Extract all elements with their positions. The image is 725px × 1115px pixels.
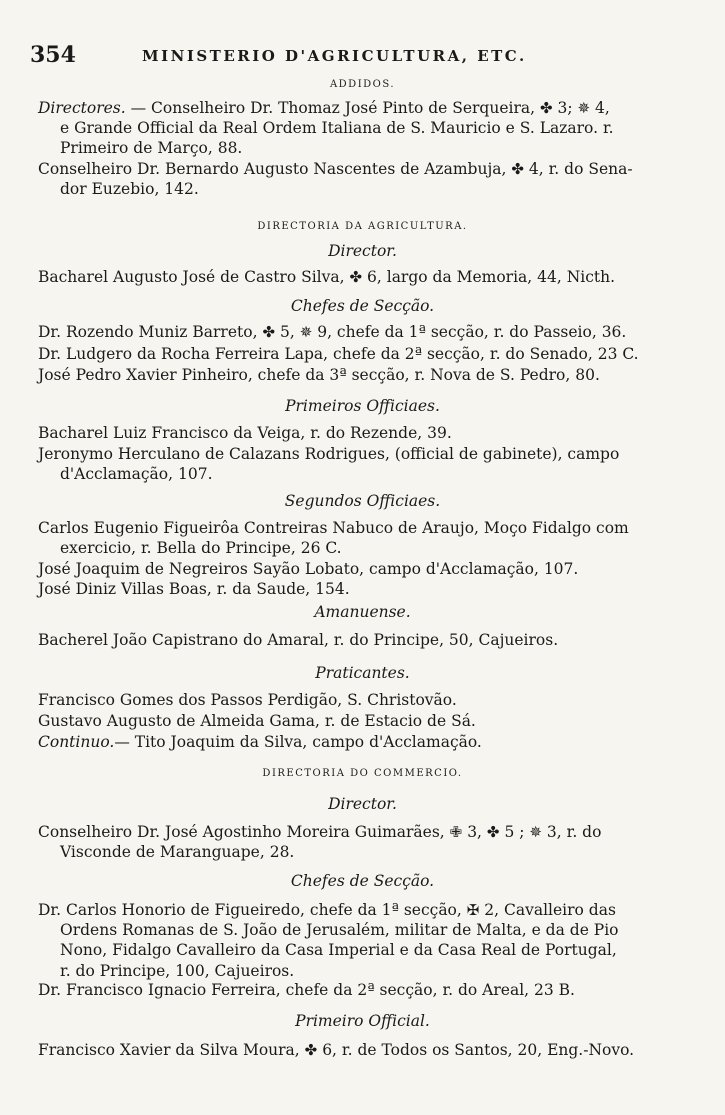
entry-veiga: Bacharel Luiz Francisco da Veiga, r. do Rezende, 39. — [38, 424, 452, 442]
entry-amaral: Bacherel João Capistrano do Amaral, r. do Principe, 50, Cajueiros. — [38, 631, 559, 649]
subhead-praticantes: Praticantes. — [315, 664, 410, 682]
entry-pinheiro: José Pedro Xavier Pinheiro, chefe da 3ª secção, r. Nova de S. Pedro, 80. — [38, 366, 600, 384]
entry-silva-moura: Francisco Xavier da Silva Moura, ✤ 6, r. de Todos os Santos, 20, Eng.-Novo. — [38, 1041, 635, 1059]
entry-ferreira-lapa: Dr. Ludgero da Rocha Ferreira Lapa, chefe da 2ª secção, r. do Senado, 23 C. — [38, 345, 639, 363]
subhead-director-commercio: Director. — [328, 795, 397, 813]
order-star-icon: ✵ — [577, 99, 591, 117]
subhead-director: Director. — [328, 242, 397, 260]
page-number: 354 — [30, 42, 76, 68]
entry-gama: Gustavo Augusto de Almeida Gama, r. de Estacio de Sá. — [38, 712, 476, 730]
entry-ignacio-ferreira: Dr. Francisco Ignacio Ferreira, chefe da 2ª secção, r. do Areal, 23 B. — [38, 981, 575, 999]
order-rose-icon: ✤ — [349, 268, 363, 286]
entry-calazans: Jeronymo Herculano de Calazans Rodrigues, (official de gabinete), campo d'Acclamação, 107. — [38, 445, 620, 484]
entry-figueiredo: Dr. Carlos Honorio de Figueiredo, chefe da 1ª secção, ✠ 2, Cavalleiro das Ordens Romanas de S. João de Jerusalém, militar de Malta, e da de Pio Nono, Fidalgo Cavalleiro da Casa Imperial e da Casa Real de Portugal, r. do Principe, 100, Cajueiros. — [38, 901, 619, 980]
entry-lead-label: Directores. — [38, 99, 126, 117]
section-heading-agricultura: DIRECTORIA DA AGRICULTURA. — [257, 221, 468, 232]
page-title: MINISTERIO D'AGRICULTURA, ETC. — [142, 47, 527, 65]
section-heading-commercio: DIRECTORIA DO COMMERCIO. — [262, 768, 463, 779]
subhead-amanuense: Amanuense. — [314, 603, 411, 621]
order-star-icon: ✵ — [529, 823, 542, 841]
entry-continuo: Continuo.— Tito Joaquim da Silva, campo d'Acclamação. — [38, 733, 482, 751]
subhead-chefes: Chefes de Secção. — [290, 297, 435, 315]
entry-guimaraes: Conselheiro Dr. José Agostinho Moreira Guimarães, ✙ 3, ✤ 5 ; ✵ 3, r. do Visconde de Maranguape, 28. — [38, 823, 602, 862]
entry-lead-label: Continuo. — [38, 733, 115, 751]
order-rose-icon: ✤ — [539, 99, 553, 117]
order-star-icon: ✵ — [299, 323, 313, 341]
entry-castro-silva: Bacharel Augusto José de Castro Silva, ✤ 6, largo da Memoria, 44, Nicth. — [38, 268, 616, 286]
order-maltese-icon: ✠ — [466, 901, 480, 919]
subhead-segundos: Segundos Officiaes. — [284, 492, 441, 510]
order-cross-icon: ✙ — [449, 823, 463, 841]
section-heading-addidos: ADDIDOS. — [329, 79, 396, 90]
entry-barreto: Dr. Rozendo Muniz Barreto, ✤ 5, ✵ 9, chefe da 1ª secção, r. do Passeio, 36. — [38, 323, 627, 341]
subhead-primeiros: Primeiros Officiaes. — [285, 397, 440, 415]
order-rose-icon: ✤ — [486, 823, 500, 841]
subhead-primeiro-official: Primeiro Official. — [295, 1012, 430, 1030]
entry-villas-boas: José Diniz Villas Boas, r. da Saude, 154. — [38, 580, 350, 598]
entry-nabuco: Carlos Eugenio Figueirôa Contreiras Nabuco de Araujo, Moço Fidalgo com exercicio, r. Bella do Principe, 26 C. — [38, 519, 629, 558]
order-rose-icon: ✤ — [304, 1041, 318, 1059]
subhead-chefes-commercio: Chefes de Secção. — [290, 872, 435, 890]
entry-lobato: José Joaquim de Negreiros Sayão Lobato, campo d'Acclamação, 107. — [38, 560, 579, 578]
entry-directores: Directores. — Conselheiro Dr. Thomaz José Pinto de Serqueira, ✤ 3; ✵ 4, e Grande Official da Real Ordem Italiana de S. Mauricio e S. Lazaro. r. Primeiro de Março, 88. — [38, 99, 614, 158]
order-rose-icon: ✤ — [511, 160, 524, 178]
order-rose-icon: ✤ — [262, 323, 276, 341]
entry-azambuja: Conselheiro Dr. Bernardo Augusto Nascentes de Azambuja, ✤ 4, r. do Sena- dor Euzebio, 142. — [38, 160, 633, 199]
entry-perdigao: Francisco Gomes dos Passos Perdigão, S. Christovão. — [38, 691, 457, 709]
running-head — [30, 42, 690, 70]
